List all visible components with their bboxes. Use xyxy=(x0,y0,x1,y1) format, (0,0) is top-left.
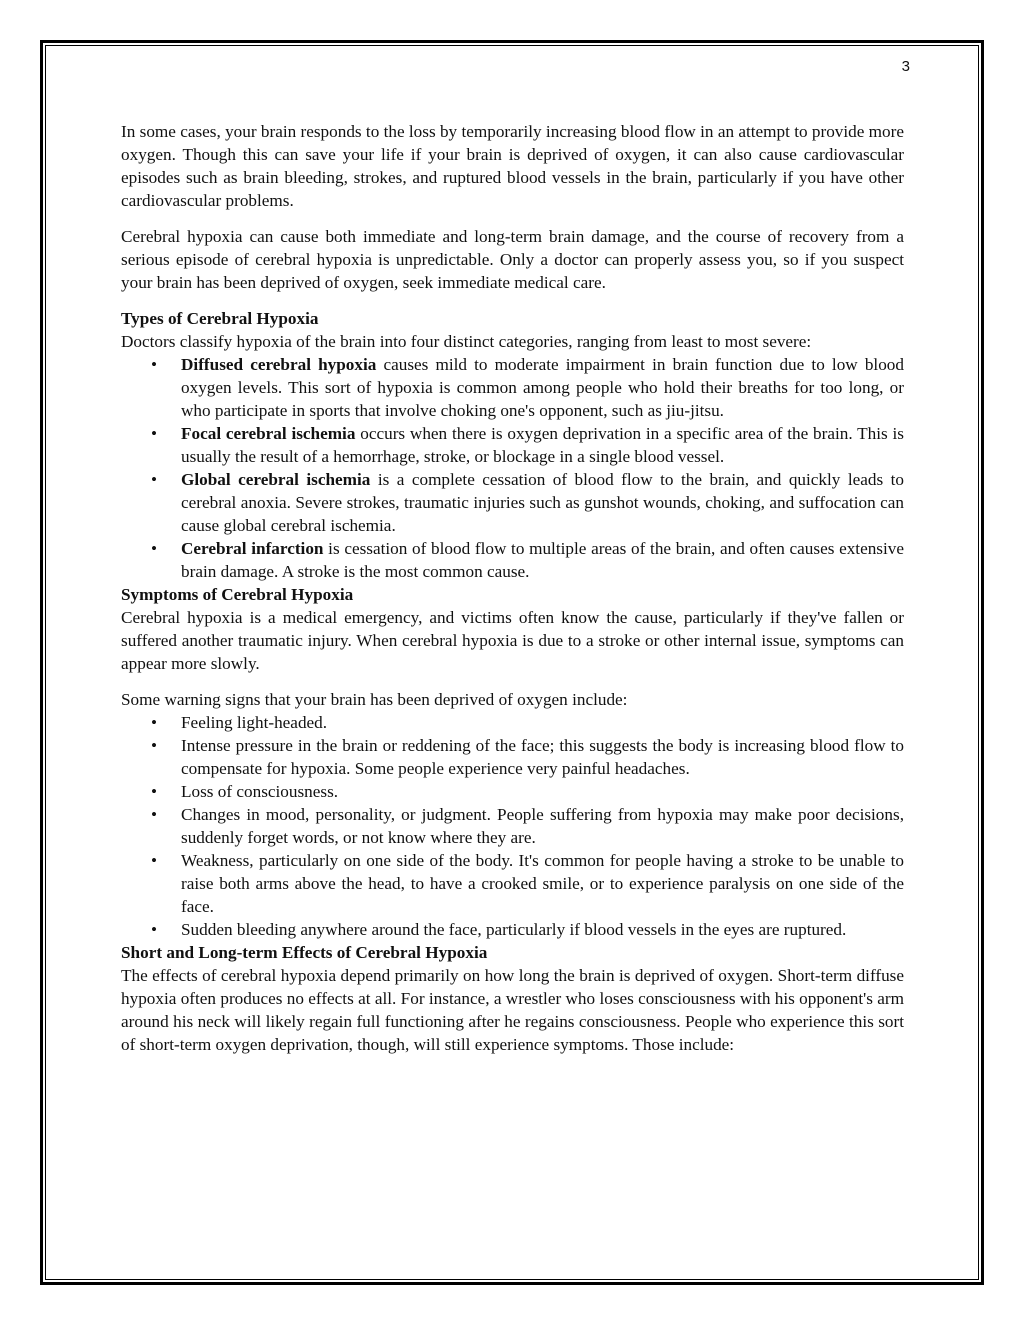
list-item: • Sudden bleeding anywhere around the face, particularly if blood vessels in the eyes are ruptured. xyxy=(121,918,904,941)
list-item-text: causes mild to moderate impairment in brain function due to low blood oxygen levels. This sort of hypoxia is common among people who hold their breaths for too long, or who participate in sports that involve choking one's opponent, such as jiu-jitsu. xyxy=(181,355,904,420)
list-item-term: Global cerebral ischemia xyxy=(181,470,371,489)
list-item: • Weakness, particularly on one side of the body. It's common for people having a stroke to be unable to raise both arms above the head, to have a crooked smile, or to experience paralysis on one side of the face. xyxy=(121,849,904,918)
heading-symptoms: Symptoms of Cerebral Hypoxia xyxy=(121,585,354,604)
list-item: • Changes in mood, personality, or judgment. People suffering from hypoxia may make poor decisions, suddenly forget words, or not know where they are. xyxy=(121,803,904,849)
list-item xyxy=(121,537,904,583)
paragraph-intro-1: In some cases, your brain responds to the loss by temporarily increasing blood flow in an attempt to provide more oxygen. Though this can save your life if your brain is deprived of oxygen, it can also cause cardiovascular episodes such as brain bleeding, strokes, and ruptured blood vessels in the brain, particularly if you have other cardiovascular problems. xyxy=(121,122,904,210)
warning-intro: Some warning signs that your brain has been deprived of oxygen include: xyxy=(121,690,628,709)
list-item xyxy=(121,353,904,422)
list-item-text: is cessation of blood flow to multiple areas of the brain, and often causes extensive brain damage. A stroke is the most common cause. xyxy=(181,539,904,581)
list-item-term: Focal cerebral ischemia xyxy=(181,424,356,443)
heading-effects: Short and Long-term Effects of Cerebral Hypoxia xyxy=(121,943,488,962)
list-item: • Intense pressure in the brain or reddening of the face; this suggests the body is increasing blood flow to compensate for hypoxia. Some people experience very painful headaches. xyxy=(121,734,904,780)
page-number: 3 xyxy=(901,58,910,75)
effects-text: The effects of cerebral hypoxia depend primarily on how long the brain is deprived of oxygen. Short-term diffuse hypoxia often produces no effects at all. For instance, a wrestler who loses consciousness with his opponent's arm around his neck will likely regain full functioning after he regains consciousness. People who experience this sort of short-term oxygen deprivation, though, will still experience symptoms. Those include: xyxy=(121,966,904,1054)
list-item: • Feeling light-headed. xyxy=(121,711,904,734)
list-item xyxy=(121,422,904,468)
document-body xyxy=(121,120,904,1056)
list-item: • Loss of consciousness. xyxy=(121,780,904,803)
paragraph-intro-2: Cerebral hypoxia can cause both immediate and long-term brain damage, and the course of recovery from a serious episode of cerebral hypoxia is unpredictable. Only a doctor can properly assess you, so if you suspect your brain has been deprived of oxygen, seek immediate medical care. xyxy=(121,227,904,292)
list-item xyxy=(121,468,904,537)
types-intro: Doctors classify hypoxia of the brain into four distinct categories, ranging from least to most severe: xyxy=(121,332,812,351)
list-item-text: is a complete cessation of blood flow to the brain, and quickly leads to cerebral anoxia. Severe strokes, traumatic injuries such as gunshot wounds, choking, and suffocation can cause global cerebral ischemia. xyxy=(181,470,904,535)
list-item-term: Cerebral infarction xyxy=(181,539,324,558)
symptoms-intro: Cerebral hypoxia is a medical emergency, and victims often know the cause, particularly if they've fallen or suffered another traumatic injury. When cerebral hypoxia is due to a stroke or other internal issue, symptoms can appear more slowly. xyxy=(121,608,904,673)
heading-types: Types of Cerebral Hypoxia xyxy=(121,309,319,328)
list-item-text: occurs when there is oxygen deprivation in a specific area of the brain. This is usually the result of a hemorrhage, stroke, or blockage in a single blood vessel. xyxy=(181,424,904,466)
types-list xyxy=(121,353,904,583)
symptoms-list xyxy=(121,711,904,941)
list-item-term: Diffused cerebral hypoxia xyxy=(181,355,377,374)
